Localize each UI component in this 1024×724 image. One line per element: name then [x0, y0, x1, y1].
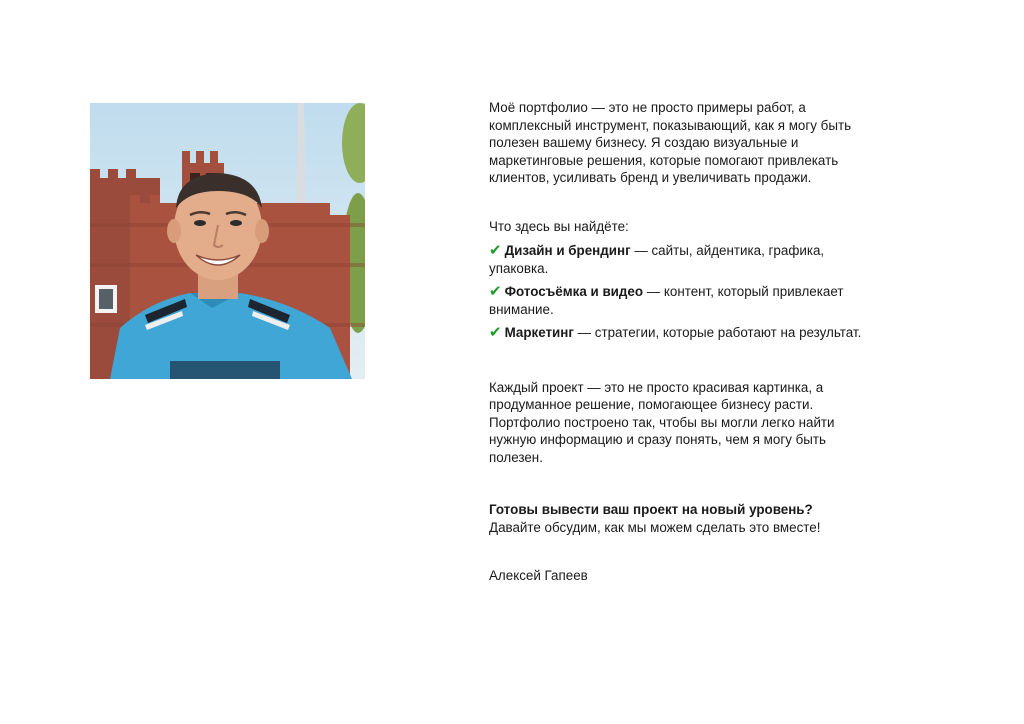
feature-title: Фотосъёмка и видео — [504, 284, 644, 299]
check-icon: ✔ — [489, 324, 502, 341]
feature-design — [489, 242, 879, 277]
feature-photo-video — [489, 283, 879, 318]
cta-question: Готовы вывести ваш проект на новый уровень? — [489, 502, 813, 517]
call-to-action — [489, 501, 879, 536]
find-title: Что здесь вы найдёте: — [489, 218, 629, 234]
check-icon: ✔ — [489, 283, 502, 300]
feature-description: — стратегии, которые работают на результат. — [573, 325, 862, 340]
check-icon: ✔ — [489, 242, 502, 259]
feature-description: — контент, который привлекает внимание. — [489, 284, 844, 317]
feature-description: — сайты, айдентика, графика, упаковка. — [489, 243, 825, 276]
portfolio-text — [489, 99, 879, 585]
intro-paragraph: Моё портфолио — это не просто примеры работ, а комплексный инструмент, показывающий, как я могу быть полезен вашему бизнесу. Я создаю визуальные и маркетинговые решения, которые помогают привлекать клиентов, усиливать бренд и увеличивать продажи. — [489, 100, 852, 185]
project-paragraph: Каждый проект — это не просто красивая картинка, а продуманное решение, помогающее бизнесу расти. Портфолио построено так, чтобы вы могли легко найти нужную информацию и сразу понять, чем я могу быть полезен. — [489, 379, 835, 465]
feature-title: Дизайн и брендинг — [504, 243, 631, 258]
feature-title: Маркетинг — [504, 325, 574, 340]
feature-marketing — [489, 324, 879, 342]
signature: Алексей Гапеев — [489, 568, 588, 583]
cta-invite: Давайте обсудим, как мы можем сделать это вместе! — [489, 519, 821, 535]
author-photo — [90, 103, 365, 379]
